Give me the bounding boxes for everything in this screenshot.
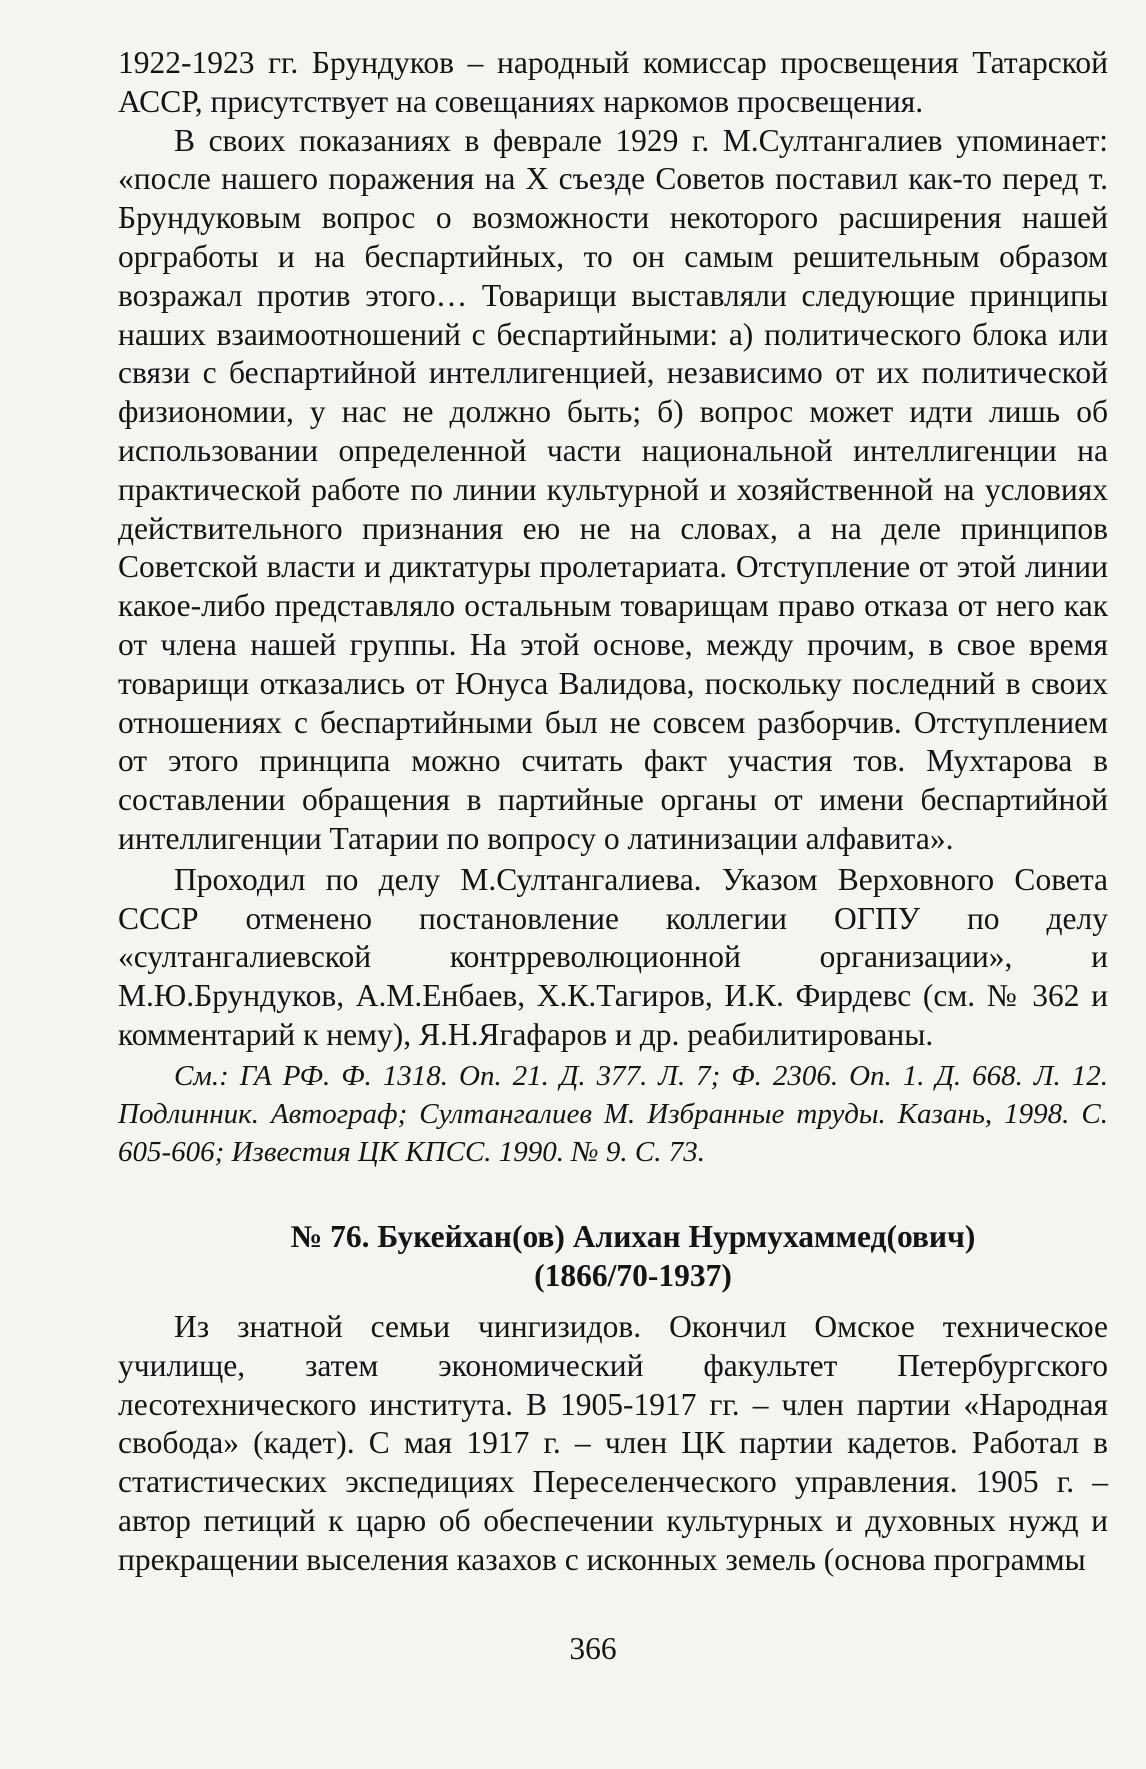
top-text-block bbox=[118, 44, 1108, 1171]
paragraph-bukeikhan-bio: Из знатной семьи чингизидов. Окончил Омское техническое училище, затем экономический факультет Петербургского лесотехнического института. В 1905-1917 гг. – член партии «Народная свобода» (кадет). С мая 1917 г. – член ЦК партии кадетов. Работал в статистических экспедициях Переселенческого управления. 1905 г. – автор петиций к царю об обеспечении культурных и духовных нужд и прекращении выселения казахов с исконных земель (основа программы bbox=[118, 1309, 1108, 1577]
source-note: См.: ГА РФ. Ф. 1318. Оп. 21. Д. 377. Л. 7; Ф. 2306. Оп. 1. Д. 668. Л. 12. Подлинник. Автограф; Султангалиев М. Избранные труды. Казань, 1998. С. 605-606; Известия ЦК КПСС. 1990. № 9. С. 73. bbox=[118, 1059, 1108, 1168]
entry-heading-title: № 76. Букейхан(ов) Алихан Нурмухаммед(ович) bbox=[290, 1219, 976, 1254]
paragraph-brundukov-intro: 1922-1923 гг. Брундуков – народный комиссар просвещения Татарской АССР, присутствует на совещаниях наркомов просвещения. bbox=[118, 45, 1108, 119]
paragraph-sultangaliev-testimony: В своих показаниях в феврале 1929 г. М.Султангалиев упоминает: «после нашего поражения на X съезде Советов поставил как-то перед т. Брундуковым вопрос о возможности некоторого расширения нашей оргработы и на беспартийных, то он самым решительным образом возражал против этого… Товарищи выставляли следующие принципы наших взаимоотношений с беспартийными: а) политического блока или связи с беспартийной интеллигенцией, независимо от их политической физиономии, у нас не должно быть; б) вопрос может идти лишь об использовании определенной части национальной интеллигенции на практической работе по линии культурной и хозяйственной на условиях действительного признания ею не на словах, а на деле принципов Советской власти и диктатуры пролетариата. Отступление от этой линии какое-либо представляло остальным товарищам право отказа от него как от члена нашей группы. На этой основе, между прочим, в свое время товарищи отказались от Юнуса Валидова, поскольку последний в своих отношениях с беспартийными был не совсем разборчив. Отступлением от этого принципа можно считать факт участия тов. Мухтарова в составлении обращения в партийные органы от имени беспартийной интеллигенции Татарии по вопросу о латинизации алфавита». bbox=[118, 122, 1108, 856]
bottom-text-block bbox=[118, 1308, 1108, 1580]
entry-heading bbox=[118, 1218, 1108, 1296]
page-number: 366 bbox=[569, 1631, 617, 1666]
paragraph-rehabilitation: Проходил по делу М.Султангалиева. Указом Верховного Совета СССР отменено постановление коллегии ОГПУ по делу «султангалиевской контрреволюционной организации», и М.Ю.Брундуков, А.М.Енбаев, Х.К.Тагиров, И.К. Фирдевс (см. № 362 и комментарий к нему), Я.Н.Ягафаров и др. реабилитированы. bbox=[118, 861, 1108, 1052]
entry-heading-years: (1866/70-1937) bbox=[534, 1257, 732, 1293]
